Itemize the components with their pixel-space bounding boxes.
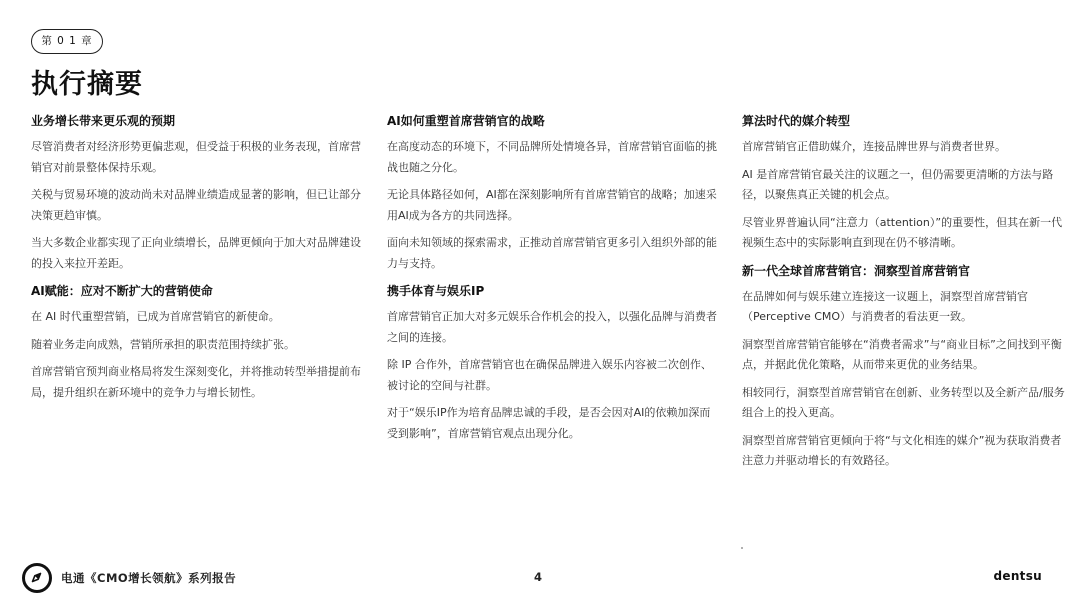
body-paragraph: 尽管业界普遍认同“注意力（attention）”的重要性，但其在新一代视频生态中的实际影响直到现在仍不够清晰。: [742, 215, 1063, 249]
page-title: 执行摘要: [31, 69, 143, 100]
body-paragraph: 随着业务走向成熟，营销所承担的职责范围持续扩张。: [31, 337, 295, 351]
body-paragraph: 尽管消费者对经济形势更偏悲观，但受益于积极的业务表现，首席营销官对前景整体保持乐观。: [31, 140, 361, 174]
section-heading: 新一代全球首席营销官：洞察型首席营销官: [742, 263, 971, 278]
decorative-dot: [741, 547, 743, 549]
body-paragraph: 关税与贸易环境的波动尚未对品牌业绩造成显著的影响，但已让部分决策更趋审慎。: [31, 188, 361, 222]
footer-report-title: 电通《CMO增长领航》系列报告: [61, 571, 237, 585]
body-paragraph: 洞察型首席营销官更倾向于将“与文化相连的媒介”视为获取消费者注意力并驱动增长的有效路径。: [742, 433, 1062, 467]
section-heading: AI赋能：应对不断扩大的营销使命: [31, 284, 213, 298]
body-paragraph: 首席营销官正加大对多元娱乐合作机会的投入，以强化品牌与消费者之间的连接。: [387, 310, 717, 344]
summary-column-1: [31, 111, 361, 410]
body-paragraph: AI 是首席营销官最关注的议题之一，但仍需要更清晰的方法与路径，以聚焦真正关键的机会点。: [742, 167, 1054, 201]
compass-icon: [22, 563, 52, 593]
body-paragraph: 对于“娱乐IP作为培育品牌忠诚的手段，是否会因对AI的依赖加深而受到影响”，首席营销官观点出现分化。: [387, 406, 711, 440]
body-paragraph: 无论具体路径如何，AI都在深刻影响所有首席营销官的战略；加速采用AI成为各方的共同选择。: [387, 188, 717, 222]
body-paragraph: 面向未知领域的探索需求，正推动首席营销官更多引入组织外部的能力与支持。: [387, 236, 717, 270]
summary-column-3: [742, 111, 1072, 479]
body-paragraph: 在 AI 时代重塑营销，已成为首席营销官的新使命。: [31, 310, 280, 323]
body-paragraph: 相较同行，洞察型首席营销官在创新、业务转型以及全新产品/服务组合上的投入更高。: [742, 385, 1065, 419]
section-heading: AI如何重塑首席营销官的战略: [387, 114, 545, 128]
body-paragraph: 首席营销官正借助媒介，连接品牌世界与消费者世界。: [742, 140, 1006, 153]
body-paragraph: 首席营销官预判商业格局将发生深刻变化，并将推动转型举措提前布局，提升组织在新环境中的竞争力与增长韧性。: [31, 365, 361, 399]
section-heading: 携手体育与娱乐IP: [387, 284, 485, 298]
page-number: 4: [534, 570, 543, 584]
chapter-badge: 第 0 1 章: [31, 29, 103, 54]
body-paragraph: 洞察型首席营销官能够在“消费者需求”与“商业目标”之间找到平衡点，并据此优化策略，从而带来更优的业务结果。: [742, 337, 1062, 371]
summary-column-2: [387, 111, 717, 451]
section-heading: 算法时代的媒介转型: [742, 114, 851, 128]
body-paragraph: 当大多数企业都实现了正向业绩增长，品牌更倾向于加大对品牌建设的投入来拉开差距。: [31, 236, 361, 270]
section-heading: 业务增长带来更乐观的预期: [31, 114, 176, 128]
body-paragraph: 在品牌如何与娱乐建立连接这一议题上，洞察型首席营销官（Perceptive CMO）与消费者的看法更一致。: [742, 289, 1028, 323]
dentsu-logo: dentsu: [993, 569, 1042, 583]
body-paragraph: 除 IP 合作外，首席营销官也在确保品牌进入娱乐内容被二次创作、被讨论的空间与社群。: [387, 358, 712, 392]
body-paragraph: 在高度动态的环境下，不同品牌所处情境各异，首席营销官面临的挑战也随之分化。: [387, 140, 717, 174]
